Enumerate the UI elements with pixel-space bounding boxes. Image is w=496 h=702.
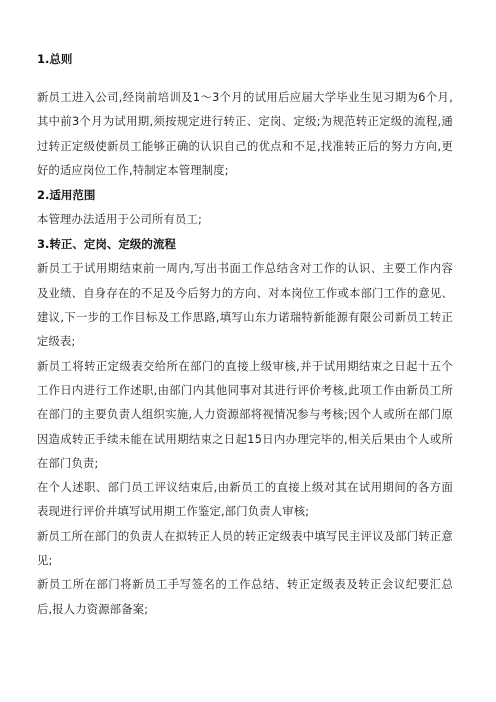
section-heading-process: 3.转正、定岗、定级的流程 xyxy=(37,237,176,252)
section-scope-paragraph: 本管理办法适用于公司所有员工; xyxy=(37,213,202,227)
section-general-paragraph: 新员工进入公司,经岗前培训及1～3个月的试用后应届大学毕业生见习期为6个月,其中前3个月为试用期,须按规定进行转正、定岗、定级;为规范转正定级的流程,通过转正定级使新员工能够正确的认识自己的优点和不足,找准转正后的努力方向,更好的适应岗位工作,特制定本管理制度; xyxy=(37,91,453,177)
process-paragraph-summary: 新员工于试用期结束前一周内,写出书面工作总结含对工作的认识、主要工作内容及业绩、自身存在的不足及今后努力的方向、对本岗位工作或本部门工作的意见、建议,下一步的工作目标及工作思路,填写山东力诺瑞特新能源有限公司新员工转正定级表; xyxy=(37,262,453,349)
document-page xyxy=(37,49,453,622)
section-heading-general: 1.总则 xyxy=(37,52,73,66)
process-paragraph-review: 新员工将转正定级表交给所在部门的直接上级审核,并于试用期结束之日起十五个工作日内进行工作述职,由部门内其他同事对其进行评价考核,此项工作由新员工所在部门的主要负责人组织实施,人力资源部将视情况参与考核;因个人或所在部门原因造成转正手续未能在试用期结束之日起15日内办理完毕的,相关后果由个人或所在部门负责; xyxy=(37,359,453,470)
process-paragraph-department-opinion: 新员工所在部门的负责人在拟转正人员的转正定级表中填写民主评议及部门转正意见; xyxy=(37,529,453,568)
section-heading-scope: 2.适用范围 xyxy=(37,188,96,203)
process-paragraph-filing: 新员工所在部门将新员工手写签名的工作总结、转正定级表及转正会议纪要汇总后,报人力资源部备案; xyxy=(37,578,453,616)
process-paragraph-evaluation: 在个人述职、部门员工评议结束后,由新员工的直接上级对其在试用期间的各方面表现进行评价并填写试用期工作鉴定,部门负责人审核; xyxy=(37,481,453,519)
